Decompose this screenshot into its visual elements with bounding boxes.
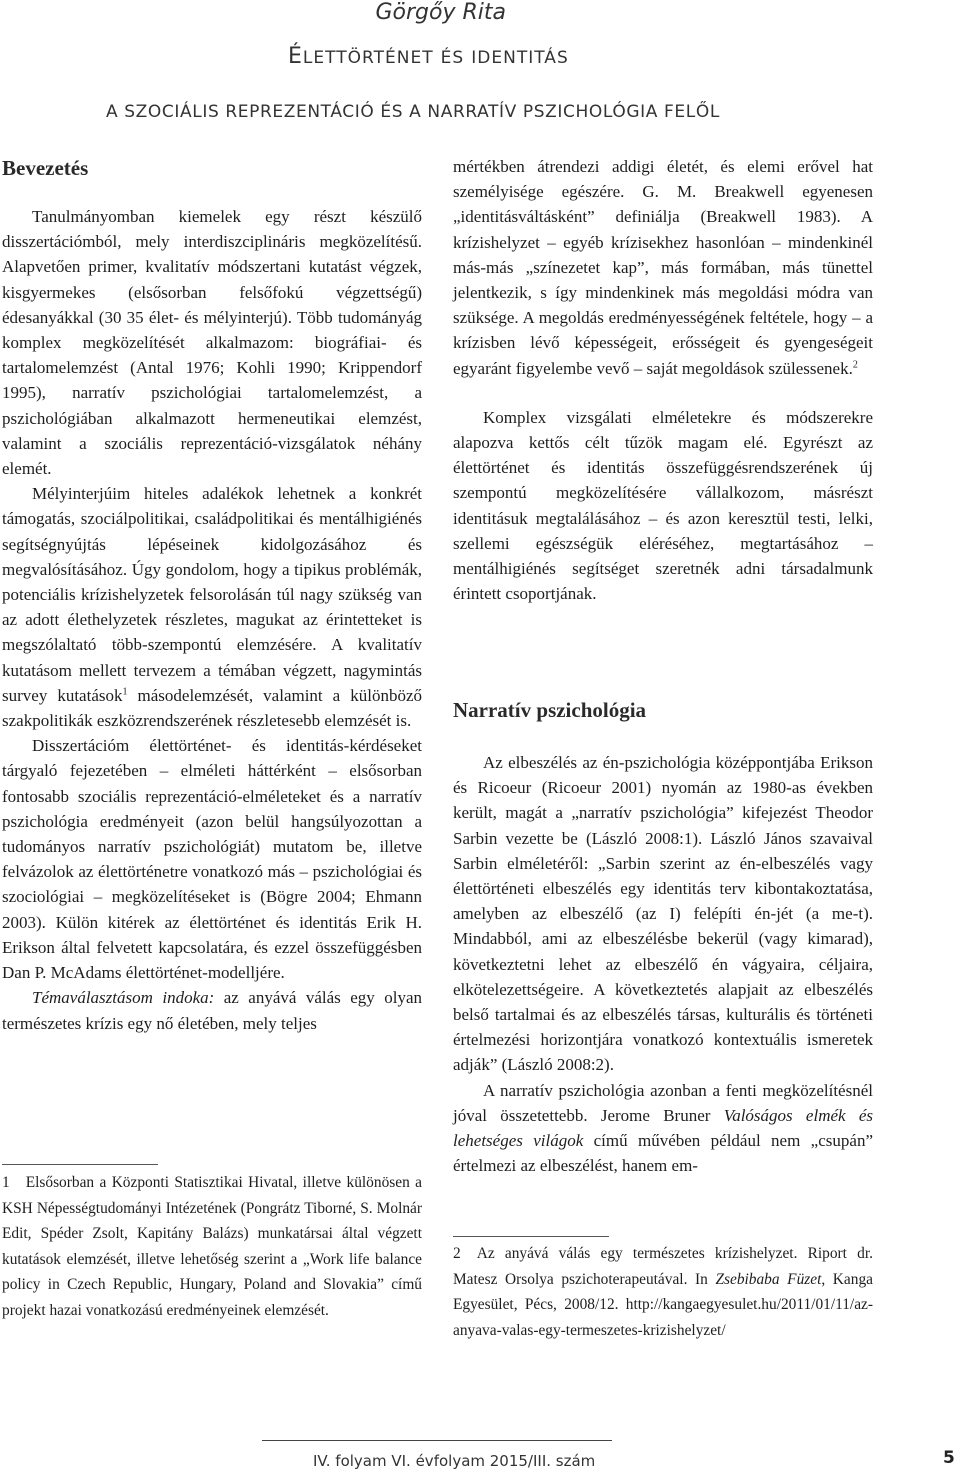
footnote-2: 2 Az anyává válás egy természetes krízishelyzet. Riport dr. Matesz Orsolya pszichoterapeutával. In Zsebibaba Füzet, Kanga Egyesület, Pécs, 2008/12. http://kangaegyesulet.hu/2011/01/11/az-anyava-valas-egy-termeszetes-krizishelyzet/ [453,1245,873,1339]
right-column-lower [453,750,873,1178]
section-heading-narrative: Narratív pszichológia [453,698,647,722]
paragraph: Az elbeszélés az én-pszichológia középpontjába Erikson és Ricoeur (Ricoeur 2001) nyomán az 1980-as években került, magát a „narratív pszichológia” kifejezést Theodor Sarbin vezette be (László 2008:1). László János szavaival Sarbin elméletéről: „Sarbin szerint az én-elbeszélés vagy élettörténeti elbeszélés egy identitás terv kibontakoztatása, amelyben az elbeszélő (az I) felépíti én-jét (a me-t). Mindabból, ami az elbeszélésbe bekerül (vagy kimarad), következtetni lehet az elbeszélő én vágyaira, céljaira, elkötelezettségeire. A következtetés alapjait az elbeszélés belső tartalmai és az elbeszélés társas, kulturális és történeti értelmezési horizontjára vonatkozó kontextuális ismeretek adják” (László 2008:2). [453,753,873,1075]
journal-issue: IV. folyam VI. évfolyam 2015/III. szám [313,1452,596,1470]
left-column [2,204,422,1036]
footnote-divider [2,1164,158,1165]
paragraph: Témaválasztásom indoka: az anyává válás egy olyan természetes krízis egy nő életében, mely teljes [2,988,422,1033]
footnote-ref: 2 [852,358,858,370]
paragraph: Disszertációm élettörténet- és identitás-kérdéseket tárgyaló fejezetében – elméleti háttérként – elsősorban fontosabb szociális reprezentáció-elméleteket és a narratív pszichológia eredményeit (azon belül hangsúlyozottan a tudományos narratív pszichológiát) mutatom be, illetve felvázolok az élettörténetre vonatkozó más – pszichológiai és szociológiai – megközelítéseket is (Bögre 2004; Ehmann 2003). Külön kitérek az élettörténet és identitás Erik H. Erikson által felvetett kapcsolatára, és ezzel összefüggésben Dan P. McAdams élettörténet-modelljére. [2,736,422,983]
right-column [453,154,873,606]
paragraph: mértékben átrendezi addigi életét, és elemi erővel hat személyisége egészére. G. M. Breakwell egyenesen „identitásváltásként” definiálja (Breakwell 1983). A krízishelyzet – egyéb krízisekhez hasonlóan – mindenkinél más-más „színezetet kap”, más formában, más tünettel jelentkezik, s így mindenkinek más megoldási módra van szüksége. A megoldás eredményességének feltétele, hogy – a krízisben lévő képességeit, erősségeit és gyengeségeit egyaránt figyelembe vevő – saját megoldások szülessenek.$^2$ [453,157,873,378]
section-heading-introduction: Bevezetés [2,156,89,180]
paragraph: A narratív pszichológia azonban a fenti megközelítésnél jóval összetettebb. Jerome Bruner Valóságos elmék és lehetséges világok című művében például nem „csupán” értelmezi az elbeszélést, hanem em- [453,1080,873,1176]
footnote-divider [453,1236,609,1237]
paragraph: Komplex vizsgálati elméletekre és módszerekre alapozva kettős célt tűzök magam elé. Egyrészt az élettörténet és identitás összefüggésrendszerének új szempontú megközelítésére vállalkozom, másrészt identitásuk megtalálásához – és azon keresztül testi, lelki, szellemi egészségük eléréséhez, megtartásához – mentálhigiénés segítséget szeretnék adni társadalmunk érintett csoportjának. [453,407,873,604]
paragraph: Tanulmányomban kiemelek egy részt készülő disszertációmból, mely interdiszciplináris megközelítésű. Alapvetően primer, kvalitatív módszertani kutatást végzek, kisgyermekes (elsősorban felsőfokú végzettségű) édesanyákkal (30 35 élet- és mélyinterjú). Több tudományág komplex megközelítését alkalmazom: biográfiai- és tartalomelemzést (Antal 1976; Kohli 1990; Krippendorf 1995), narratív pszichológiai tartalomelemzést, a pszichológiában alkalmazott hermeneutikai elemzést, valamint a szociális reprezentáció-vizsgálatok néhány elemét. [2,207,422,479]
article-title: ÉLETTÖRTÉNET ÉS IDENTITÁS [288,44,569,69]
author-name: Görgőy Rita [375,0,506,25]
footnote-1: 1 Elsősorban a Központi Statisztikai Hivatal, illetve különösen a KSH Népességtudományi Intézetének (Pongrátz Tiborné, S. Molnár Edit, Spéder Zsolt, Kapitány Balázs) munkatársai által végzett kutatások elemzését, illetve lehetőség szerint a „Work life balance policy in Czech Republic, Hungary, Poland and Slovakia” című projekt hazai vonatkozású eredményeinek elemzését. [2,1174,422,1319]
article-subtitle: A SZOCIÁLIS REPREZENTÁCIÓ ÉS A NARRATÍV PSZICHOLÓGIA FELŐL [106,102,720,122]
page-number: 5 [943,1448,955,1468]
paragraph: Mélyinterjúim hiteles adalékok lehetnek a konkrét támogatás, szociálpolitikai, családpolitikai és mentálhigiénés segítségnyújtás lépéseinek kidolgozásához és megvalósításához. Úgy gondolom, hogy a tipikus problémák, potenciális krízishelyzetek felsorolásán túl nagy szükség van az adott élethelyzetek részletes, magukat az érintetteket is megszólaltató több-szempontú elemzésére. A kvalitatív kutatásom mellett tervezem a témában végzett, nagymintás survey kutatások$^1$ másodelemzését, valamint a különböző szakpolitikák eszközrendszerének részletesebb elemzését is. [2,484,422,731]
footer-rule [262,1440,612,1441]
footnote-ref: 1 [122,686,128,698]
